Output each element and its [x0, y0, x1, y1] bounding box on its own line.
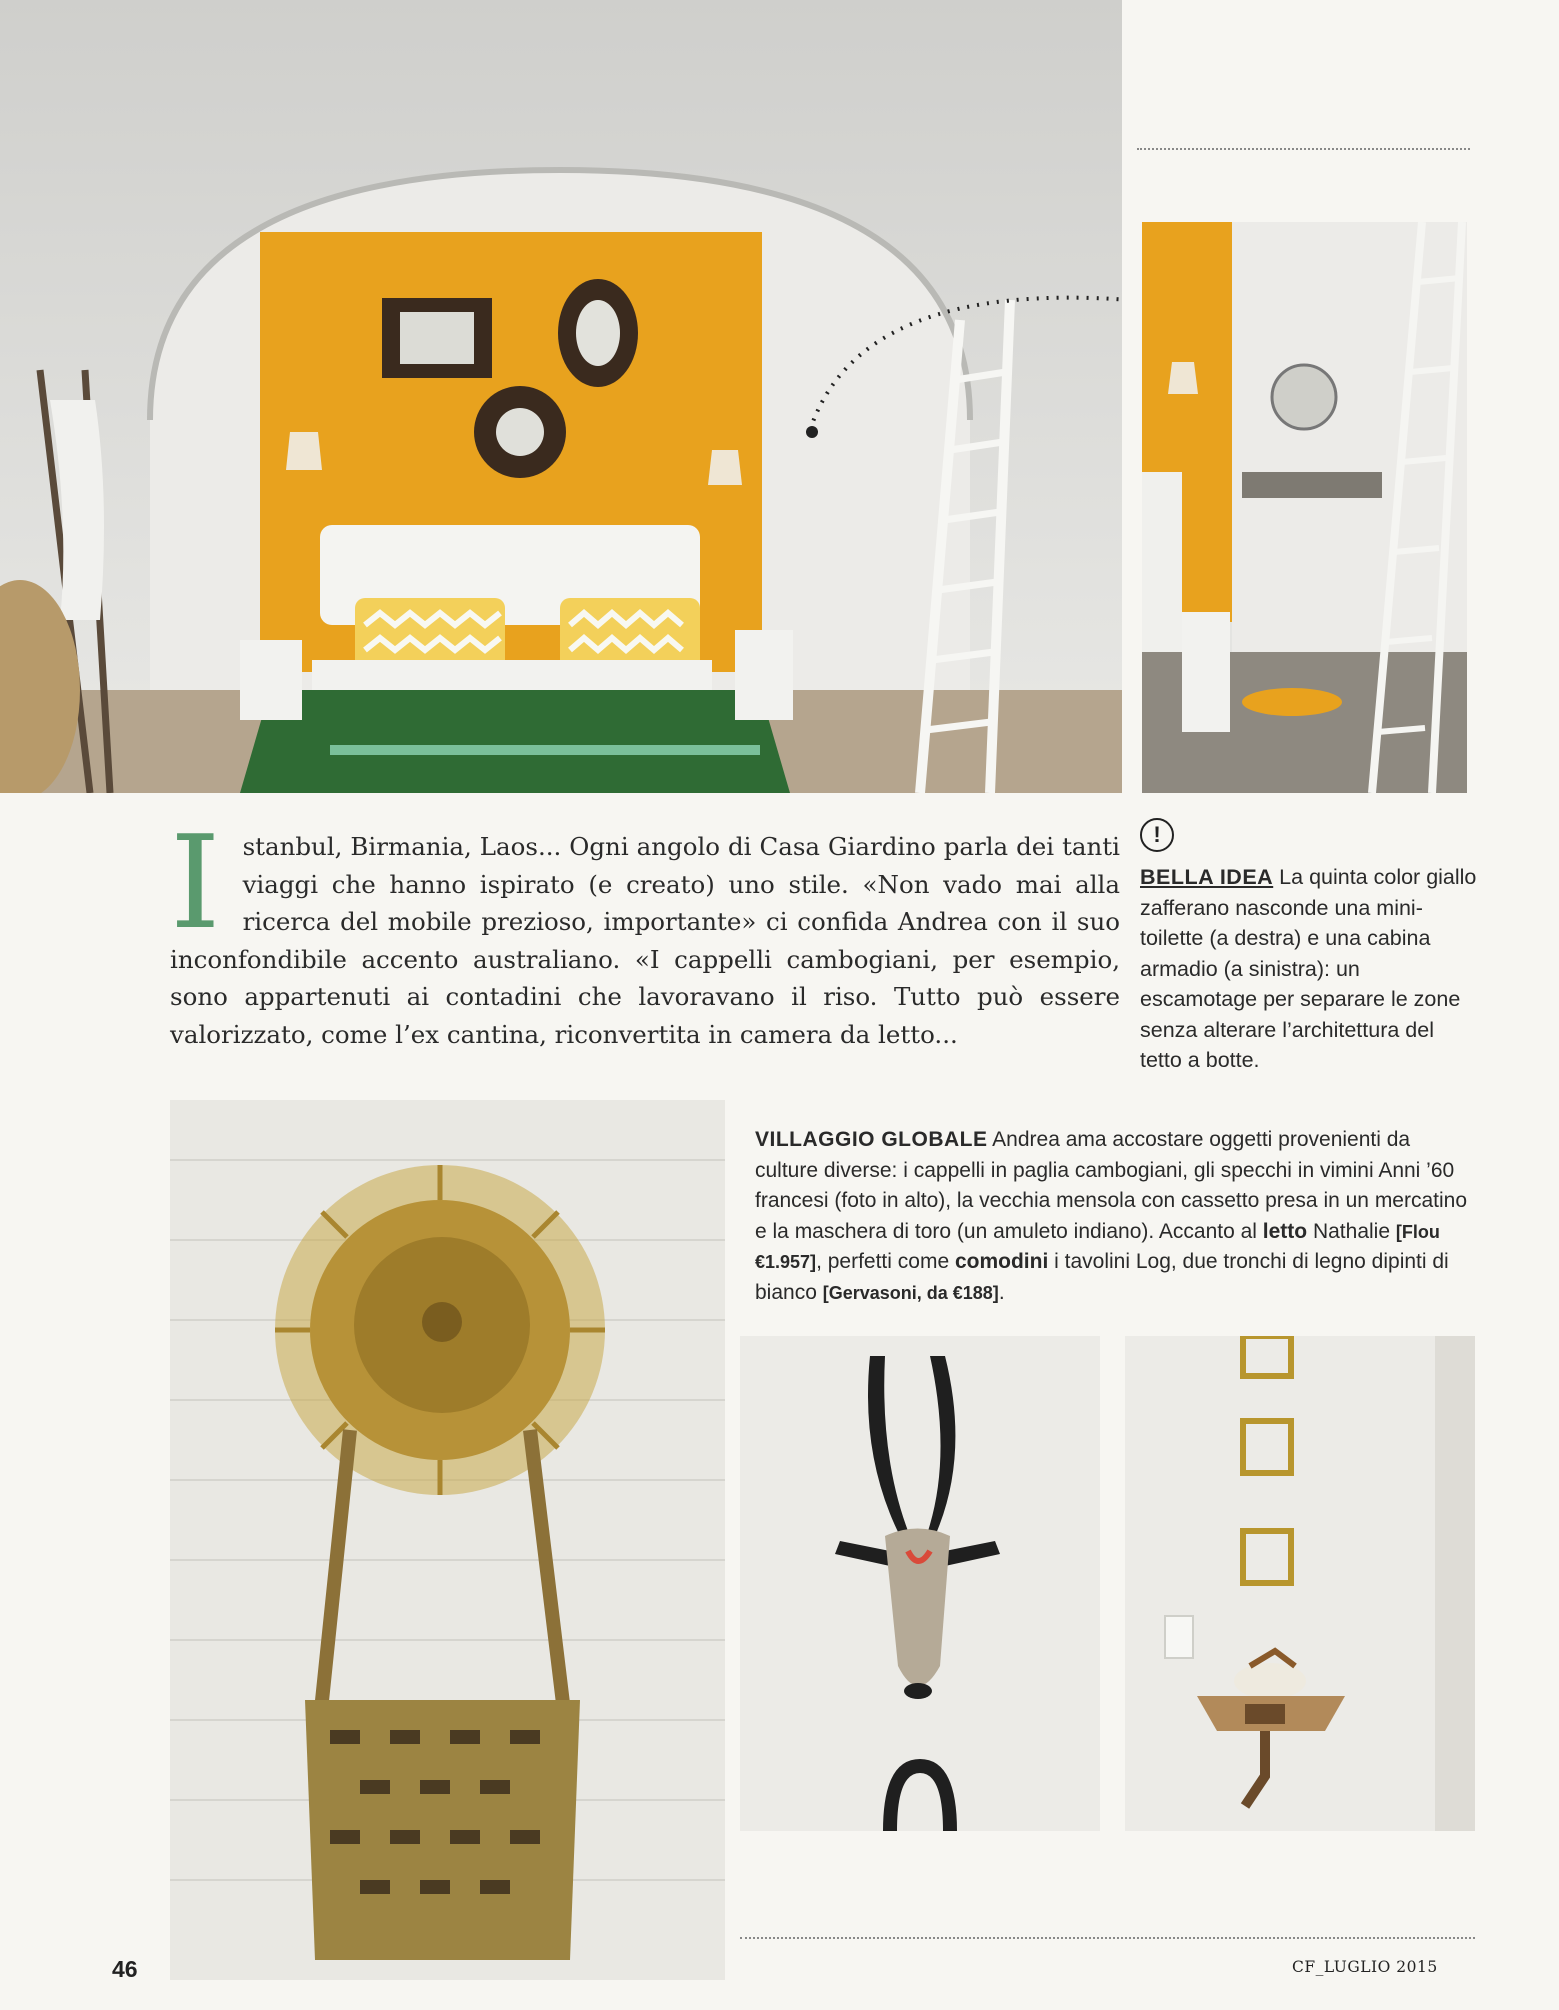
- bedroom-illustration: [0, 0, 1122, 793]
- hat-bag-photo: [170, 1100, 725, 1980]
- mask-photo: [740, 1336, 1100, 1831]
- villaggio-letto: letto: [1262, 1219, 1308, 1243]
- bella-idea-heading: BELLA IDEA: [1140, 865, 1274, 889]
- bathroom-illustration: [1142, 222, 1467, 793]
- hat-bag-illustration: [170, 1100, 725, 1980]
- bedroom-photo: [0, 0, 1122, 793]
- villaggio-text-1: Andrea ama accostare oggetti provenienti da culture diverse: i cappelli in paglia cambogiani, gli specchi in vimini Anni ’60 francesi (foto in alto), la vecchia mensola con cassetto presa in un mercatino e la maschera di toro (un amuleto indiano). Accanto al: [755, 1128, 1468, 1243]
- villaggio-comodini: comodini: [954, 1250, 1049, 1273]
- villaggio-text-2: Nathalie: [1307, 1219, 1396, 1243]
- villaggio-text-3: , perfetti come: [816, 1250, 955, 1273]
- bottom-rule: [740, 1937, 1475, 1939]
- villaggio-flou-price: [Flou €1.957]: [755, 1221, 1440, 1272]
- exclamation-icon: !: [1140, 818, 1174, 852]
- intro-body: stanbul, Birmania, Laos... Ogni angolo di Casa Giardino parla dei tanti viaggi che hanno ispirato (e creato) uno stile. «Non vado mai alla ricerca del mobile prezioso, importante» ci confida Andrea con il suo inconfondibile accento australiano. «I cappelli cambogiani, per esempio, sono appartenuti ai contadini che lavoravano il riso. Tutto può essere valorizzato, come l’ex cantina, riconvertita in camera da letto...: [170, 832, 1120, 1049]
- villaggio-text-4: i tavolini Log, due tronchi di legno dipinti di bianco: [755, 1250, 1449, 1304]
- villaggio-caption: [755, 1125, 1475, 1308]
- shelf-photo: [1125, 1336, 1475, 1831]
- footer-credit: CF_LUGLIO 2015: [1292, 1958, 1438, 1976]
- dropcap: I: [170, 809, 221, 958]
- intro-paragraph: [170, 809, 1120, 1053]
- villaggio-heading: VILLAGGIO GLOBALE: [755, 1128, 988, 1151]
- mask-illustration: [740, 1336, 1100, 1831]
- shelf-illustration: [1125, 1336, 1475, 1831]
- bella-idea-caption: [1140, 862, 1480, 1076]
- villaggio-gervasoni-price: [Gervasoni, da €188]: [822, 1282, 999, 1303]
- bathroom-photo: [1142, 222, 1467, 793]
- page-number: 46: [112, 1956, 138, 1982]
- top-right-rule: [1137, 148, 1470, 150]
- villaggio-text-5: .: [998, 1280, 1005, 1304]
- bella-idea-text: La quinta color giallo zafferano nasconde una mini-toilette (a destra) e una cabina armadio (a sinistra): un escamotage per separare le zone senza alterare l’architettura del tetto a botte.: [1140, 865, 1477, 1072]
